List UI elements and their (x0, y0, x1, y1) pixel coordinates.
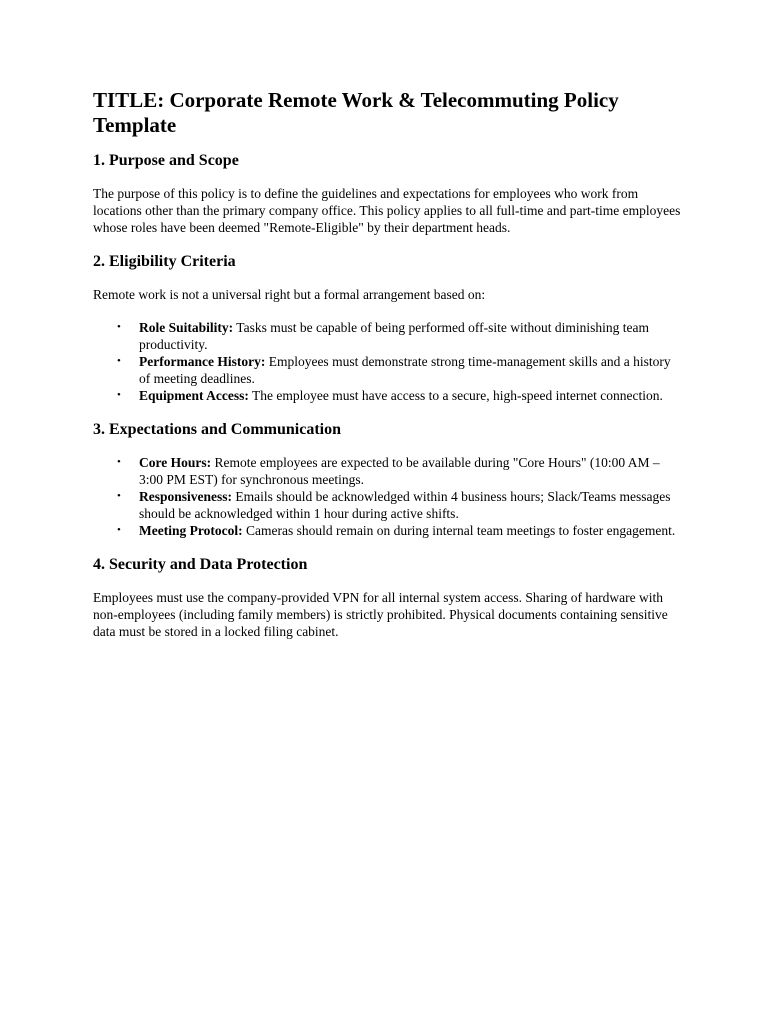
document-title: TITLE: Corporate Remote Work & Telecommuting Policy Template (93, 88, 619, 137)
list-item (117, 319, 683, 353)
item-lead: Core Hours: (139, 455, 212, 470)
eligibility-list (93, 319, 683, 404)
section-eligibility-criteria (93, 252, 683, 404)
section-paragraph: Employees must use the company-provided VPN for all internal system access. Sharing of hardware with non-employees (including family members) is strictly prohibited. Physical documents containing sensitive data must be stored in a locked filing cabinet. (93, 590, 668, 639)
list-item (117, 353, 683, 387)
bullet-icon: • (117, 321, 121, 333)
section-expectations-and-communication (93, 420, 683, 539)
list-item (117, 488, 683, 522)
list-item (117, 387, 683, 404)
section-heading: 3. Expectations and Communication (93, 421, 342, 438)
expectations-list (93, 454, 683, 539)
item-text: Remote employees are expected to be available during "Core Hours" (10:00 AM – 3:00 PM EST) for synchronous meetings. (139, 455, 660, 487)
section-security-and-data-protection (93, 555, 683, 640)
item-text: Emails should be acknowledged within 4 business hours; Slack/Teams messages should be acknowledged within 1 hour during active shifts. (139, 489, 671, 521)
bullet-icon: • (117, 490, 121, 502)
item-text: Cameras should remain on during internal team meetings to foster engagement. (242, 523, 676, 538)
bullet-icon: • (117, 524, 121, 536)
item-lead: Role Suitability: (139, 320, 234, 335)
item-lead: Responsiveness: (139, 489, 233, 504)
section-paragraph: The purpose of this policy is to define the guidelines and expectations for employees who work from locations other than the primary company office. This policy applies to all full-time and part-time employees whose roles have been deemed "Remote-Eligible" by their department heads. (93, 186, 681, 235)
bullet-icon: • (117, 389, 121, 401)
bullet-icon: • (117, 355, 121, 367)
item-text: Tasks must be capable of being performed off-site without diminishing team productivity. (139, 320, 649, 352)
section-heading: 1. Purpose and Scope (93, 152, 239, 169)
section-heading: 4. Security and Data Protection (93, 556, 308, 573)
item-text: The employee must have access to a secure, high-speed internet connection. (248, 388, 663, 403)
bullet-icon: • (117, 456, 121, 468)
item-lead: Equipment Access: (139, 388, 249, 403)
document-page (93, 88, 683, 656)
item-lead: Meeting Protocol: (139, 523, 243, 538)
section-heading: 2. Eligibility Criteria (93, 253, 236, 270)
item-text: Employees must demonstrate strong time-management skills and a history of meeting deadlines. (139, 354, 671, 386)
section-purpose-and-scope (93, 151, 683, 236)
section-paragraph: Remote work is not a universal right but a formal arrangement based on: (93, 287, 486, 302)
list-item (117, 454, 683, 488)
list-item (117, 522, 683, 539)
item-lead: Performance History: (139, 354, 266, 369)
